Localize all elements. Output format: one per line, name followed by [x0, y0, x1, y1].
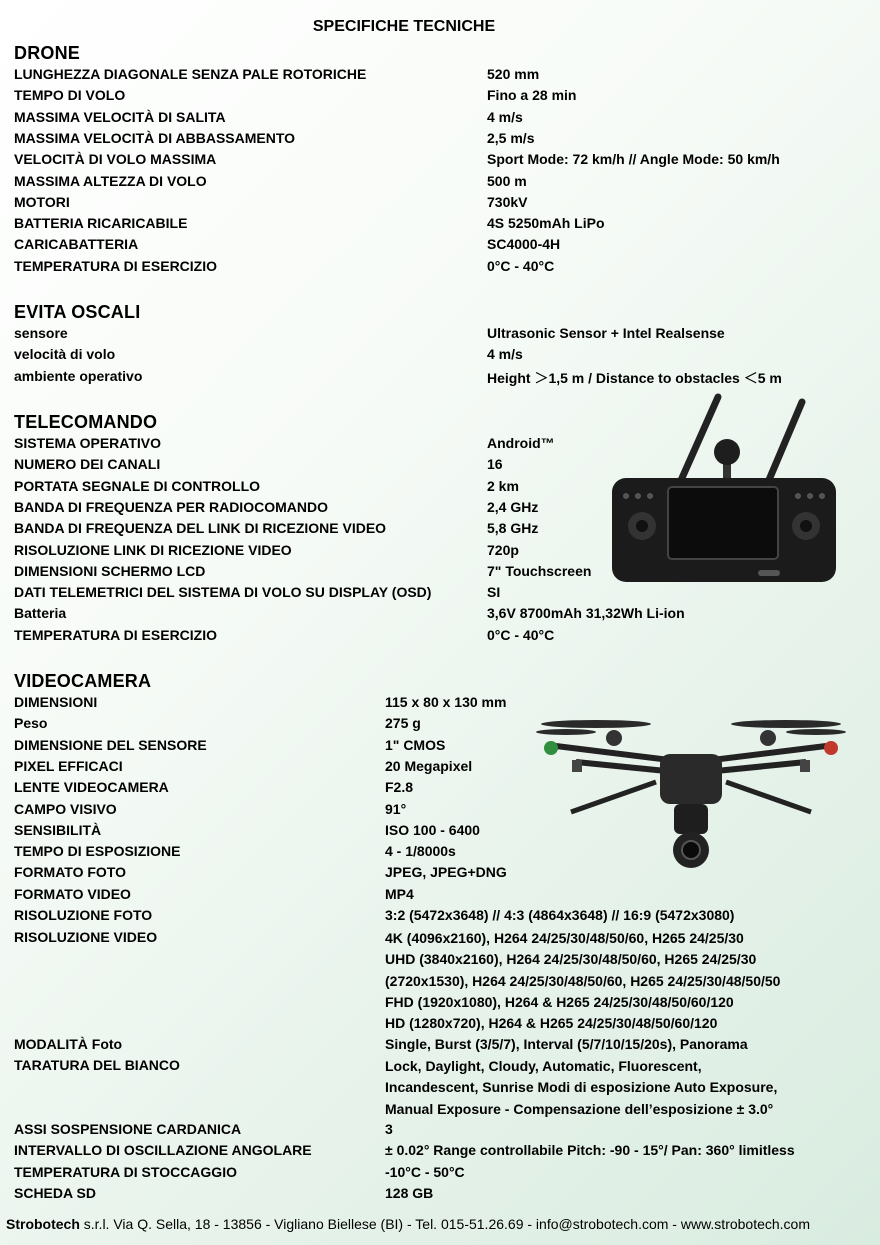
- page-title: SPECIFICHE TECNICHE: [312, 18, 496, 35]
- spec-label: Peso: [14, 715, 48, 732]
- spec-label: ASSI SOSPENSIONE CARDANICA: [14, 1121, 242, 1137]
- spec-label: DIMENSIONI SCHERMO LCD: [14, 562, 206, 579]
- spec-label: BATTERIA RICARICABILE: [14, 215, 188, 232]
- footer-brand: Strobotech: [6, 1216, 80, 1232]
- spec-label: LENTE VIDEOCAMERA: [14, 779, 169, 796]
- spec-value: 0°C - 40°C: [487, 626, 555, 643]
- spec-label: BANDA DI FREQUENZA PER RADIOCOMANDO: [14, 498, 328, 515]
- spec-value: 520 mm: [487, 66, 540, 82]
- spec-value: 4 m/s: [487, 346, 523, 363]
- spec-label: RISOLUZIONE LINK DI RICEZIONE VIDEO: [14, 541, 292, 558]
- remote-controller-image: [606, 392, 842, 592]
- spec-value: 20 Megapixel: [385, 757, 473, 774]
- spec-value: 275 g: [385, 715, 421, 732]
- spec-label: SENSIBILITÀ: [14, 821, 102, 838]
- spec-label: NUMERO DEI CANALI: [14, 456, 161, 473]
- spec-label: SISTEMA OPERATIVO: [14, 435, 162, 451]
- video-resolution-line: HD (1280x720), H264 & H265 24/25/30/48/50/60/120: [385, 1015, 718, 1032]
- section-title-drone: DRONE: [14, 43, 81, 63]
- spec-value: 3: [385, 1121, 393, 1137]
- spec-label: FORMATO VIDEO: [14, 885, 131, 902]
- drone-image: [536, 712, 846, 872]
- spec-value: ± 0.02° Range controllabile Pitch: -90 - 15°/ Pan: 360° limitless: [385, 1142, 795, 1159]
- spec-value: 16: [487, 456, 503, 473]
- spec-label: TEMPERATURA DI ESERCIZIO: [14, 257, 218, 274]
- section-title-telecomando: TELECOMANDO: [14, 412, 158, 432]
- spec-value: 4 - 1/8000s: [385, 843, 456, 860]
- spec-value: SC4000-4H: [487, 236, 561, 253]
- spec-label: LUNGHEZZA DIAGONALE SENZA PALE ROTORICHE: [14, 66, 367, 82]
- spec-label: MASSIMA ALTEZZA DI VOLO: [14, 172, 207, 189]
- spec-label: CARICABATTERIA: [14, 236, 139, 253]
- spec-label: PORTATA SEGNALE DI CONTROLLO: [14, 477, 261, 494]
- spec-label: TEMPERATURA DI ESERCIZIO: [14, 626, 218, 643]
- spec-label: SCHEDA SD: [14, 1184, 96, 1201]
- white-balance-line: Manual Exposure - Compensazione dell’esposizione ± 3.0°: [385, 1100, 774, 1117]
- white-balance-line: Incandescent, Sunrise Modi di esposizione Auto Exposure,: [385, 1079, 778, 1096]
- spec-label: VELOCITÀ DI VOLO MASSIMA: [14, 151, 217, 168]
- spec-value: 4 m/s: [487, 108, 523, 125]
- spec-value: 7" Touchscreen: [487, 562, 592, 579]
- spec-value: 3:2 (5472x3648) // 4:3 (4864x3648) // 16:9 (5472x3080): [385, 907, 735, 923]
- spec-label: BANDA DI FREQUENZA DEL LINK DI RICEZIONE VIDEO: [14, 520, 387, 537]
- spec-value: 115 x 80 x 130 mm: [385, 694, 507, 710]
- spec-value: JPEG, JPEG+DNG: [385, 864, 507, 881]
- spec-label: CAMPO VISIVO: [14, 800, 117, 817]
- spec-value: 5,8 GHz: [487, 520, 539, 537]
- spec-label: TEMPERATURA DI STOCCAGGIO: [14, 1163, 237, 1180]
- white-balance-line: Lock, Daylight, Cloudy, Automatic, Fluorescent,: [385, 1058, 702, 1074]
- spec-label: DIMENSIONI: [14, 694, 98, 710]
- video-resolution-line: (2720x1530), H264 24/25/30/48/50/60, H265 24/25/30/48/50/50: [385, 972, 781, 989]
- spec-value: F2.8: [385, 779, 414, 796]
- video-resolution-values: [385, 928, 780, 1034]
- spec-label: DIMENSIONE DEL SENSORE: [14, 736, 207, 753]
- spec-value: 500 m: [487, 172, 527, 189]
- section-title-videocamera: VIDEOCAMERA: [14, 671, 152, 691]
- spec-label: TARATURA DEL BIANCO: [14, 1057, 180, 1073]
- video-resolution-line: 4K (4096x2160), H264 24/25/30/48/50/60, H265 24/25/30: [385, 930, 744, 946]
- spec-value: -10°C - 50°C: [385, 1163, 465, 1180]
- white-balance-values: [385, 1056, 777, 1120]
- spec-label: velocità di volo: [14, 346, 116, 363]
- spec-label: Batteria: [14, 605, 67, 622]
- spec-value: ISO 100 - 6400: [385, 821, 480, 838]
- spec-value: 0°C - 40°C: [487, 257, 555, 274]
- spec-value: 2,5 m/s: [487, 129, 535, 146]
- spec-label: INTERVALLO DI OSCILLAZIONE ANGOLARE: [14, 1142, 312, 1159]
- spec-label: DATI TELEMETRICI DEL SISTEMA DI VOLO SU DISPLAY (OSD): [14, 584, 432, 601]
- footer-contact: s.r.l. Via Q. Sella, 18 - 13856 - Vigliano Biellese (BI) - Tel. 015-51.26.69 - info@strobotech.com - www.strobotech.com: [79, 1216, 811, 1232]
- spec-value: 2,4 GHz: [487, 498, 539, 515]
- spec-value: Single, Burst (3/5/7), Interval (5/7/10/15/20s), Panorama: [385, 1036, 748, 1052]
- video-resolution-line: UHD (3840x2160), H264 24/25/30/48/50/60, H265 24/25/30: [385, 951, 757, 968]
- footer: [6, 1216, 810, 1232]
- spec-value: 730kV: [487, 193, 528, 210]
- spec-label: TEMPO DI VOLO: [14, 87, 126, 104]
- spec-value: 2 km: [487, 477, 519, 494]
- spec-value: MP4: [385, 885, 414, 902]
- section-title-evita-ostacoli: EVITA OSCALI: [14, 302, 141, 322]
- spec-label: MASSIMA VELOCITÀ DI SALITA: [14, 108, 226, 125]
- video-resolution-line: FHD (1920x1080), H264 & H265 24/25/30/48/50/60/120: [385, 993, 734, 1010]
- spec-label: ambiente operativo: [14, 367, 143, 384]
- spec-value: Fino a 28 min: [487, 87, 577, 104]
- spec-value: Sport Mode: 72 km/h // Angle Mode: 50 km/h: [487, 151, 780, 168]
- spec-label: RISOLUZIONE VIDEO: [14, 929, 158, 945]
- spec-label: FORMATO FOTO: [14, 864, 126, 881]
- spec-value: 91°: [385, 800, 407, 817]
- spec-label: MOTORI: [14, 193, 70, 210]
- spec-value: 128 GB: [385, 1184, 434, 1201]
- spec-value: Ultrasonic Sensor + Intel Realsense: [487, 325, 725, 341]
- spec-label: sensore: [14, 325, 68, 341]
- spec-label: RISOLUZIONE FOTO: [14, 907, 153, 923]
- spec-label: TEMPO DI ESPOSIZIONE: [14, 843, 181, 860]
- spec-label: MODALITÀ Foto: [14, 1036, 123, 1052]
- spec-value: 4S 5250mAh LiPo: [487, 215, 605, 232]
- spec-label: PIXEL EFFICACI: [14, 757, 123, 774]
- spec-value: 720p: [487, 541, 519, 558]
- spec-value: Height ＞1,5 m / Distance to obstacles ＜5 m: [487, 369, 782, 386]
- spec-value: 1" CMOS: [385, 736, 446, 753]
- spec-value: 3,6V 8700mAh 31,32Wh Li-ion: [487, 605, 685, 622]
- spec-value: Android™: [487, 435, 555, 451]
- spec-value: SI: [487, 584, 501, 601]
- spec-label: MASSIMA VELOCITÀ DI ABBASSAMENTO: [14, 129, 296, 146]
